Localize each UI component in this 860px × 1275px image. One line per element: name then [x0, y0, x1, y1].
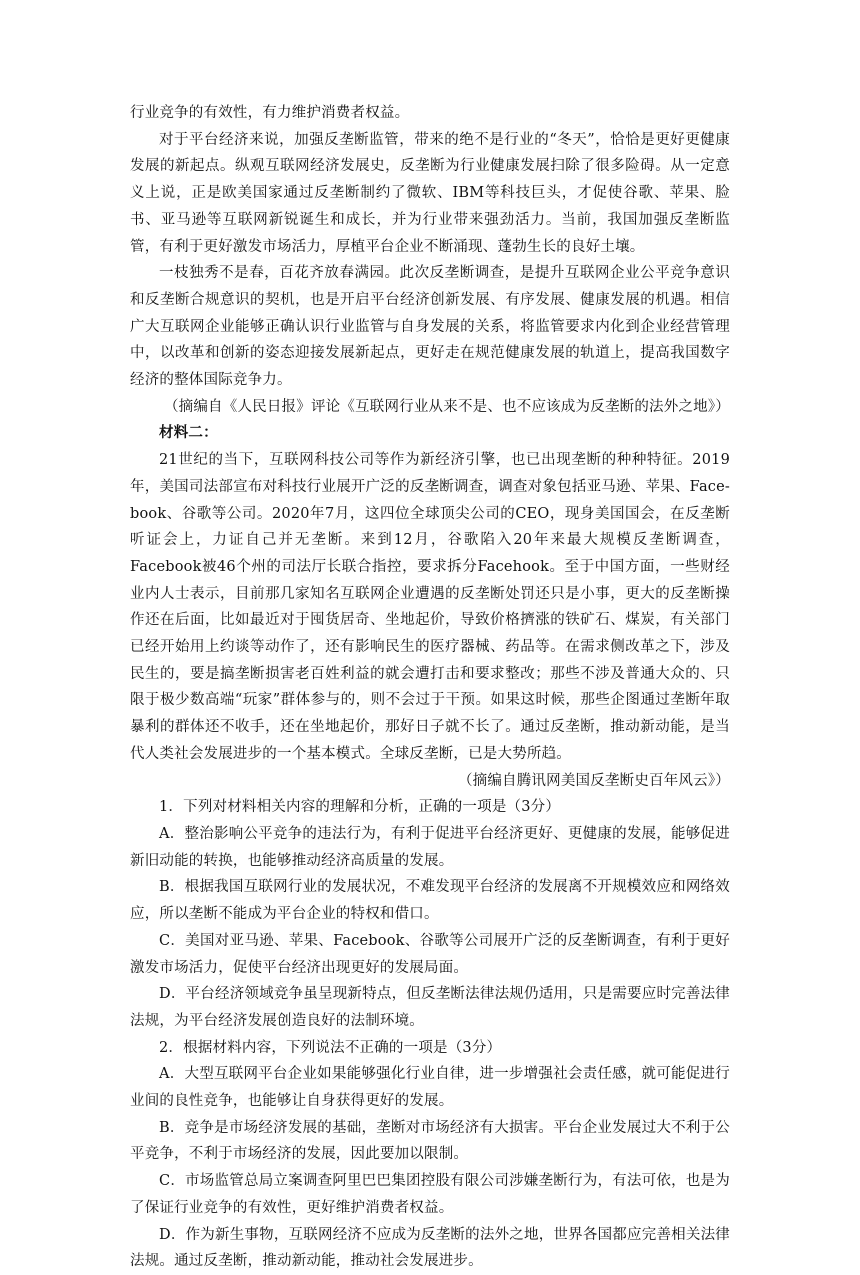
answer-option-a: A．整治影响公平竞争的违法行为，有利于促进平台经济更好、更健康的发展，能够促进新旧动能的转换，也能够推动经济高质量的发展。	[130, 825, 730, 869]
paragraph: 对于平台经济来说，加强反垄断监管，带来的绝不是行业的“冬天”，恰恰是更好更健康发展的新起点。纵观互联网经济发展史，反垄断为行业健康发展扫除了很多险碍。从一定意义上说，正是欧美国家通过反垄断制约了微软、IBM等科技巨头，才促使谷歌、苹果、脸书、亚马逊等互联网新锐诞生和成长，并为行业带来强劲活力。当前，我国加强反垄断监管，有利于更好激发市场活力，厚植平台企业不断涌现、蓬勃生长的良好土壤。	[130, 131, 730, 255]
source-citation: （摘编自《人民日报》评论《互联网行业从来不是、也不应该成为反垄断的法外之地》）	[163, 398, 730, 415]
answer-option-d: D．作为新生事物，互联网经济不应成为反垄断的法外之地，世界各国都应完善相关法律法规。通过反垄断，推动新动能，推动社会发展进步。	[130, 1226, 730, 1270]
answer-option-b: B．根据我国互联网行业的发展状况，不难发现平台经济的发展离不开规模效应和网络效应，所以垄断不能成为平台企业的特权和借口。	[130, 879, 730, 923]
question-stem: 1．下列对材料相关内容的理解和分析，正确的一项是（3分）	[159, 799, 561, 816]
answer-option-b: B．竞争是市场经济发展的基础，垄断对市场经济有大损害。平台企业发展过大不利于公平竞争，不利于市场经济的发展，因此要加以限制。	[130, 1119, 730, 1163]
paragraph: 一枝独秀不是春，百花齐放春满园。此次反垄断调查，是提升互联网企业公平竞争意识和反垄断合规意识的契机，也是开启平台经济创新发展、有序发展、健康发展的机遇。相信广大互联网企业能够正确认识行业监管与自身发展的关系，将监管要求内化到企业经营管理中，以改革和创新的姿态迎接发展新起点，更好走在规范健康发展的轨道上，提高我国数字经济的整体国际竞争力。	[130, 265, 730, 389]
answer-option-c: C．美国对亚马逊、苹果、Facebook、谷歌等公司展开广泛的反垄断调查，有利于更好激发市场活力，促使平台经济出现更好的发展局面。	[130, 932, 730, 976]
paragraph: 行业竞争的有效性，有力维护消费者权益。	[130, 105, 410, 121]
document-page	[130, 100, 730, 1275]
source-citation: （摘编自腾讯网美国反垄断史百年风云》）	[457, 772, 730, 789]
answer-option-d: D．平台经济领域竞争虽呈现新特点，但反垄断法律法规仍适用，只是需要应时完善法律法规，为平台经济发展创造良好的法制环境。	[130, 986, 730, 1029]
section-heading: 材料二：	[159, 424, 218, 442]
paragraph: 21世纪的当下，互联网科技公司等作为新经济引擎，也已出现垄断的种种特征。2019年，美国司法部宣布对科技行业展开广泛的反垄断调查，调查对象包括亚马逊、苹果、Face-book、谷歌等公司。2020年7月，这四位全球顶尖公司的CEO，现身美国国会，在反垄断听证会上，力证自己并无垄断。来到12月，谷歌陷入20年来最大规模反垄断调查，Facebook被46个州的司法厅长联合指控，要求拆分Facehook。至于中国方面，一些财经业内人士表示，目前那几家知名互联网企业遭遇的反垄断处罚还只是小事，更大的反垄断操作还在后面，比如最近对于囤货居奇、坐地起价，导致价格擠涨的铁矿石、煤炭，有关部门已经开始用上约谈等动作了，还有影响民生的医疗器械、药品等。在需求侧改革之下，涉及民生的，要是搞垄断损害老百姓利益的就会遭打击和要求整改；那些不涉及普通大众的、只限于极少数高端“玩家”群体参与的，则不会过于干预。如果这时候，那些企图通过垄断年取暴利的群体还不收手，还在坐地起价，那好日子就不长了。通过反垄断，推动新动能，是当代人类社会发展进步的一个基本模式。全球反垄断，已是大势所趋。	[130, 452, 730, 762]
question-stem: 2．根据材料内容，下列说法不正确的一项是（3分）	[159, 1039, 502, 1056]
answer-option-a: A．大型互联网平台企业如果能够强化行业自律，进一步增强社会责任感，就可能促进行业间的良性竞争，也能够让自身获得更好的发展。	[130, 1066, 730, 1110]
answer-option-c: C．市场监管总局立案调查阿里巴巴集团控股有限公司涉嫌垄断行为，有法可依，也是为了保证行业竞争的有效性，更好维护消费者权益。	[130, 1173, 730, 1216]
